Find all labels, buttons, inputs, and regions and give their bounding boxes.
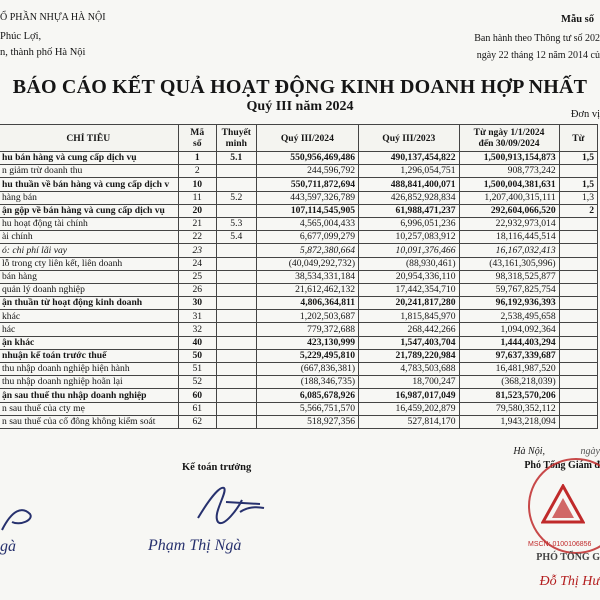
row-extra — [559, 323, 597, 336]
row-note — [216, 257, 256, 270]
header-q3-2024: Quý III/2024 — [256, 125, 358, 152]
row-q3-2024: 4,565,004,433 — [256, 217, 358, 230]
row-extra — [559, 217, 597, 230]
hpc-logo-icon — [541, 484, 585, 528]
row-q3-2023: 18,700,247 — [359, 376, 459, 389]
row-extra: 1,3 — [559, 191, 597, 204]
table-row — [0, 283, 598, 296]
row-note: 5.4 — [216, 231, 256, 244]
table-row — [0, 231, 598, 244]
table-row — [0, 402, 598, 415]
row-code: 21 — [178, 217, 216, 230]
table-row — [0, 363, 598, 376]
row-item: ó: chi phí lãi vay — [0, 244, 178, 257]
seal-registration-code: MSCN: 0100106856 — [528, 541, 592, 548]
row-code: 25 — [178, 270, 216, 283]
row-q3-2024: 6,677,099,279 — [256, 231, 358, 244]
deputy-director-title: Phó Tổng Giám đ — [524, 460, 600, 471]
table-row — [0, 323, 598, 336]
row-extra — [559, 336, 597, 349]
row-extra — [559, 283, 597, 296]
circular-reference-line2: ngày 22 tháng 12 năm 2014 củ — [476, 50, 600, 61]
row-q3-2023: 61,988,471,237 — [359, 204, 459, 217]
row-item: hu hoạt động tài chính — [0, 217, 178, 230]
table-row — [0, 165, 598, 178]
row-q3-2024: 107,114,545,905 — [256, 204, 358, 217]
row-code: 62 — [178, 415, 216, 428]
row-note — [216, 349, 256, 362]
deputy-director-label: PHÓ TỔNG G — [536, 552, 600, 563]
report-title: BÁO CÁO KẾT QUẢ HOẠT ĐỘNG KINH DOANH HỢP NHẤT — [12, 76, 588, 98]
row-ytd-2024: 96,192,936,393 — [459, 297, 559, 310]
chief-accountant-name: Phạm Thị Ngà — [148, 537, 242, 554]
row-code: 32 — [178, 323, 216, 336]
row-code: 60 — [178, 389, 216, 402]
row-code: 2 — [178, 165, 216, 178]
table-row — [0, 204, 598, 217]
row-item: nhuận kế toán trước thuế — [0, 349, 178, 362]
table-row — [0, 310, 598, 323]
row-note — [216, 270, 256, 283]
row-item: n giảm trừ doanh thu — [0, 165, 178, 178]
row-ytd-2024: 16,167,032,413 — [459, 244, 559, 257]
row-note: 5.1 — [216, 152, 256, 165]
chief-accountant-signature-icon — [190, 478, 270, 530]
row-extra — [559, 376, 597, 389]
row-ytd-2024: 1,444,403,294 — [459, 336, 559, 349]
row-note — [216, 363, 256, 376]
row-code: 26 — [178, 283, 216, 296]
row-q3-2023: 490,137,454,822 — [359, 152, 459, 165]
row-q3-2024: 518,927,356 — [256, 415, 358, 428]
row-ytd-2024: 292,604,066,520 — [459, 204, 559, 217]
table-row — [0, 178, 598, 191]
row-q3-2024: 244,596,792 — [256, 165, 358, 178]
row-note — [216, 402, 256, 415]
row-item: ận khác — [0, 336, 178, 349]
row-note — [216, 415, 256, 428]
header-ytd-2024: Từ ngày 1/1/2024 đến 30/09/2024 — [459, 125, 559, 152]
row-item: hu bán hàng và cung cấp dịch vụ — [0, 152, 178, 165]
row-q3-2023: 1,547,403,704 — [359, 336, 459, 349]
row-item: quản lý doanh nghiệp — [0, 283, 178, 296]
table-row — [0, 415, 598, 428]
row-q3-2023: 20,954,336,110 — [359, 270, 459, 283]
place-date-continued: ngày — [580, 446, 600, 457]
header-note: Thuyết minh — [216, 125, 256, 152]
row-note — [216, 297, 256, 310]
row-q3-2024: (188,346,735) — [256, 376, 358, 389]
row-q3-2024: 779,372,688 — [256, 323, 358, 336]
row-ytd-2024: 1,207,400,315,111 — [459, 191, 559, 204]
row-item: ận sau thuế thu nhập doanh nghiệp — [0, 389, 178, 402]
row-extra — [559, 297, 597, 310]
table-body — [0, 152, 598, 429]
row-note — [216, 283, 256, 296]
row-item: n sau thuế của cty mẹ — [0, 402, 178, 415]
row-q3-2024: 5,229,495,810 — [256, 349, 358, 362]
row-code: 22 — [178, 231, 216, 244]
chief-accountant-title: Kế toán trưởng — [182, 462, 252, 473]
row-extra — [559, 165, 597, 178]
table-row — [0, 376, 598, 389]
row-ytd-2024: 22,932,973,014 — [459, 217, 559, 230]
row-ytd-2024: 908,773,242 — [459, 165, 559, 178]
row-ytd-2024: 2,538,495,658 — [459, 310, 559, 323]
row-ytd-2024: 1,500,004,381,631 — [459, 178, 559, 191]
row-extra: 1,5 — [559, 178, 597, 191]
row-q3-2024: 5,872,380,664 — [256, 244, 358, 257]
row-extra — [559, 231, 597, 244]
row-note — [216, 165, 256, 178]
row-note — [216, 376, 256, 389]
header-extra: Từ — [559, 125, 597, 152]
circular-reference-line1: Ban hành theo Thông tư số 202 — [474, 33, 600, 44]
row-q3-2024: (667,836,381) — [256, 363, 358, 376]
row-ytd-2024: 59,767,825,754 — [459, 283, 559, 296]
row-code: 23 — [178, 244, 216, 257]
row-code: 10 — [178, 178, 216, 191]
row-q3-2023: (88,930,461) — [359, 257, 459, 270]
deputy-director-name: Đỗ Thị Hư — [539, 574, 600, 589]
row-q3-2023: 268,442,266 — [359, 323, 459, 336]
row-ytd-2024: 97,637,339,687 — [459, 349, 559, 362]
row-code: 1 — [178, 152, 216, 165]
row-note — [216, 389, 256, 402]
row-code: 51 — [178, 363, 216, 376]
row-extra — [559, 415, 597, 428]
row-item: hác — [0, 323, 178, 336]
currency-unit: Đơn vị — [570, 109, 600, 120]
row-ytd-2024: (368,218,039) — [459, 376, 559, 389]
row-q3-2023: 17,442,354,710 — [359, 283, 459, 296]
row-q3-2024: 443,597,326,789 — [256, 191, 358, 204]
row-q3-2023: 488,841,400,071 — [359, 178, 459, 191]
table-row — [0, 270, 598, 283]
row-extra — [559, 270, 597, 283]
row-item: ận gộp về bán hàng và cung cấp dịch vụ — [0, 204, 178, 217]
row-code: 11 — [178, 191, 216, 204]
row-item: ận thuần từ hoạt động kinh doanh — [0, 297, 178, 310]
row-q3-2023: 10,091,376,466 — [359, 244, 459, 257]
row-item: n sau thuế của cổ đông không kiểm soát — [0, 415, 178, 428]
company-address-line1: Phúc Lợi, — [0, 31, 42, 42]
row-ytd-2024: 98,318,525,877 — [459, 270, 559, 283]
row-item: lỗ trong cty liên kết, liên doanh — [0, 257, 178, 270]
table-row — [0, 257, 598, 270]
row-ytd-2024: 81,523,570,206 — [459, 389, 559, 402]
row-q3-2024: 423,130,999 — [256, 336, 358, 349]
row-extra — [559, 402, 597, 415]
table-row — [0, 297, 598, 310]
row-q3-2023: 16,987,017,049 — [359, 389, 459, 402]
row-code: 20 — [178, 204, 216, 217]
table-header-row — [0, 125, 598, 152]
row-note — [216, 310, 256, 323]
place-date: Hà Nội, — [513, 446, 545, 457]
row-q3-2023: 6,996,051,236 — [359, 217, 459, 230]
table-row — [0, 191, 598, 204]
table-row — [0, 217, 598, 230]
row-ytd-2024: (43,161,305,996) — [459, 257, 559, 270]
row-code: 52 — [178, 376, 216, 389]
header-item: CHỈ TIÊU — [0, 125, 178, 152]
company-name: Ổ PHẦN NHỰA HÀ NỘI — [0, 12, 106, 23]
row-extra — [559, 389, 597, 402]
row-q3-2024: 5,566,751,570 — [256, 402, 358, 415]
row-q3-2024: 550,956,469,486 — [256, 152, 358, 165]
row-code: 61 — [178, 402, 216, 415]
row-code: 24 — [178, 257, 216, 270]
table-row — [0, 336, 598, 349]
row-q3-2023: 4,783,503,688 — [359, 363, 459, 376]
row-note: 5.3 — [216, 217, 256, 230]
row-q3-2024: 4,806,364,811 — [256, 297, 358, 310]
row-extra — [559, 310, 597, 323]
header-q3-2023: Quý III/2023 — [359, 125, 459, 152]
row-q3-2024: 21,612,462,132 — [256, 283, 358, 296]
row-q3-2023: 527,814,170 — [359, 415, 459, 428]
left-signer-name: gà — [0, 538, 16, 555]
row-item: bán hàng — [0, 270, 178, 283]
row-extra — [559, 363, 597, 376]
row-ytd-2024: 79,580,352,112 — [459, 402, 559, 415]
row-q3-2024: 6,085,678,926 — [256, 389, 358, 402]
row-note — [216, 336, 256, 349]
row-item: hu thuần về bán hàng và cung cấp dịch v — [0, 178, 178, 191]
row-item: thu nhập doanh nghiệp hiện hành — [0, 363, 178, 376]
row-ytd-2024: 16,481,987,520 — [459, 363, 559, 376]
row-q3-2023: 426,852,928,834 — [359, 191, 459, 204]
table-row — [0, 349, 598, 362]
row-item: hàng bán — [0, 191, 178, 204]
row-q3-2023: 1,296,054,751 — [359, 165, 459, 178]
row-q3-2024: (40,049,292,732) — [256, 257, 358, 270]
row-extra: 2 — [559, 204, 597, 217]
row-q3-2023: 1,815,845,970 — [359, 310, 459, 323]
row-code: 50 — [178, 349, 216, 362]
row-q3-2024: 38,534,331,184 — [256, 270, 358, 283]
row-extra: 1,5 — [559, 152, 597, 165]
row-ytd-2024: 1,500,913,154,873 — [459, 152, 559, 165]
row-extra — [559, 349, 597, 362]
income-statement-table — [0, 124, 598, 429]
row-note — [216, 204, 256, 217]
row-extra — [559, 257, 597, 270]
table-row — [0, 152, 598, 165]
header-code: Mã số — [178, 125, 216, 152]
table-row — [0, 389, 598, 402]
row-ytd-2024: 18,116,445,514 — [459, 231, 559, 244]
row-note — [216, 323, 256, 336]
row-code: 40 — [178, 336, 216, 349]
row-q3-2023: 10,257,083,912 — [359, 231, 459, 244]
row-code: 30 — [178, 297, 216, 310]
row-extra — [559, 244, 597, 257]
company-address-line2: n, thành phố Hà Nội — [0, 47, 86, 58]
left-signature-icon — [0, 500, 40, 536]
row-q3-2023: 16,459,202,879 — [359, 402, 459, 415]
form-number: Mẫu số — [561, 14, 594, 25]
row-note — [216, 178, 256, 191]
report-period: Quý III năm 2024 — [246, 99, 354, 114]
row-item: thu nhập doanh nghiệp hoãn lại — [0, 376, 178, 389]
row-ytd-2024: 1,094,092,364 — [459, 323, 559, 336]
row-ytd-2024: 1,943,218,094 — [459, 415, 559, 428]
row-note: 5.2 — [216, 191, 256, 204]
row-q3-2024: 550,711,872,694 — [256, 178, 358, 191]
row-note — [216, 244, 256, 257]
row-q3-2023: 20,241,817,280 — [359, 297, 459, 310]
row-q3-2024: 1,202,503,687 — [256, 310, 358, 323]
table-row — [0, 244, 598, 257]
row-q3-2023: 21,789,220,984 — [359, 349, 459, 362]
row-item: khác — [0, 310, 178, 323]
row-item: ài chính — [0, 231, 178, 244]
row-code: 31 — [178, 310, 216, 323]
